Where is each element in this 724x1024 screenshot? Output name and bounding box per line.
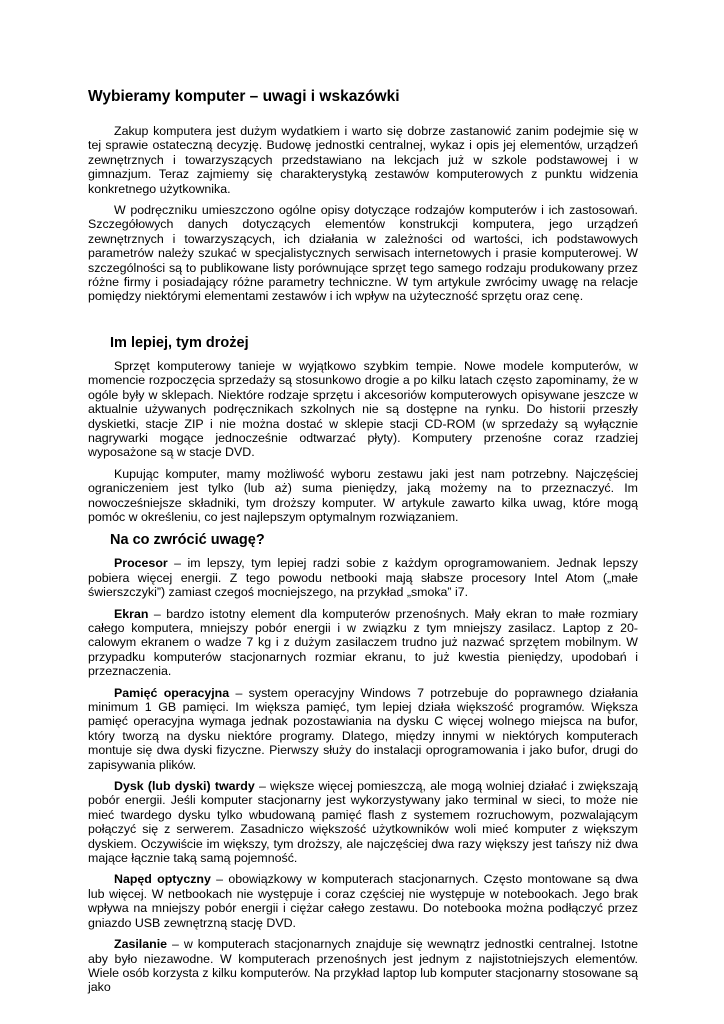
section-paragraph: Kupując komputer, mamy możliwość wyboru zestawu jaki jest nam potrzebny. Najczęściej ograniczeniem jest tylko (lub aż) suma pieniędzy, jaką możemy na to przeznaczyć. Im nowocześniejsze składniki, tym droższy komputer. W artykule zawarto kilka uwag, które mogą pomóc w określeniu, co jest najlepszym optymalnym rozwiązaniem. <box>88 466 638 524</box>
item-text: – im lepszy, tym lepiej radzi sobie z każdym oprogramowaniem. Jednak lepszy pobiera więcej energii. Z tego powodu netbooki mają słabsze procesory Intel Atom („małe świerszczyki”) zamiast czegoś mocniejszego, na przykład „smoka” i7. <box>88 556 638 600</box>
item-term: Dysk (lub dyski) twardy <box>114 779 255 794</box>
item-text: – system operacyjny Windows 7 potrzebuje do poprawnego działania minimum 1 GB pamięci. Im większa pamięć, tym lepiej działa większość programów. Większa pamięć operacyjna wymaga jednak pozostawiania na dysku C więcej wolnego miejsca na bufor, który tworzą na dysku niektóre programy. Dlatego, między innymi w niektórych komputerach montuje się dwa dyski fizyczne. Pierwszy służy do instalacji oprogramowania i jako bufor, drugi do zapisywania plików. <box>88 685 638 772</box>
item-text: – większe więcej pomieszczą, ale mogą wolniej działać i zwiększają pobór energii. Jeśli komputer stacjonarny jest wykorzystywany jako terminal w sieci, to może nie mieć twardego dysku tylko wbudowaną pamięć flash z systemem rozruchowym, pozwalającym połączyć się z serwerem. Zasadniczo większość użytkowników woli mieć komputer z większym dyskiem. Oczywiście im większy, tym droższy, ale najczęściej dwa razy większy jest tańszy niż dwa mające łącznie taką samą pojemność. <box>88 779 638 866</box>
item-term: Zasilanie <box>114 937 168 952</box>
item-term: Pamięć operacyjna <box>114 685 230 700</box>
component-item-processor <box>88 556 638 599</box>
item-term: Ekran <box>114 606 149 621</box>
component-item-screen <box>88 607 638 679</box>
intro-paragraph: W podręczniku umieszczono ogólne opisy dotyczące rodzajów komputerów i ich zastosowań. Szczegółowych danych dotyczących elementów konstrukcji komputera, jego urządzeń zewnętrznych i towarzyszących, ich działania w zależności od wartości, ich podstawowych parametrów należy szukać w specjalistycznych serwisach internetowych i prasie komputerowej. W szczególności są to publikowane listy porównujące sprzęt tego samego rodzaju produkowany przez różne firmy i posiadający różne parametry techniczne. W tym artykule zwrócimy uwagę na relacje pomiędzy niektórymi elementami zestawów i ich wpływ na użyteczność sprzętu oraz cenę. <box>88 203 638 304</box>
section-heading: Na co zwrócić uwagę? <box>110 532 265 549</box>
item-text: – obowiązkowy w komputerach stacjonarnych. Często montowane są dwa lub więcej. W netbookach nie występuje i coraz częściej nie występuje w notebookach. Jego brak wpływa na mniejszy pobór energii i ciężar całego zestawu. Do notebooka można podłączyć przez gniazdo USB zewnętrzną stację DVD. <box>88 872 638 930</box>
component-item-power <box>88 937 638 995</box>
item-term: Napęd optyczny <box>114 872 211 887</box>
section-heading: Im lepiej, tym drożej <box>110 334 249 351</box>
component-item-optical-drive <box>88 872 638 930</box>
component-item-memory <box>88 686 638 772</box>
section-paragraph: Sprzęt komputerowy tanieje w wyjątkowo szybkim tempie. Nowe modele komputerów, w momencie rozpoczęcia sprzedaży są stosunkowo drogie a po kilku latach często zapominamy, że w ogóle były w sklepach. Niektóre rodzaje sprzętu i akcesoriów komputerowych opisywane jeszcze w aktualnie używanych podręcznikach szkolnych nie są dostępne na rynku. Do historii przeszły dyskietki, stacje ZIP i nie można dostać w sklepie stacji CD-ROM (w sprzedaży są wyłącznie nagrywarki mogące jednocześnie odtwarzać płyty). Komputery przenośne coraz rzadziej wyposażone są w stacje DVD. <box>88 358 638 460</box>
item-term: Procesor <box>114 556 168 571</box>
item-text: – w komputerach stacjonarnych znajduje się wewnątrz jednostki centralnej. Istotne aby było niezawodne. W komputerach przenośnych jest jednym z najistotniejszych elementów. Wiele osób korzysta z kilku komputerów. Na przykład laptop lub komputer stacjonarny stosowane są jako <box>88 937 638 995</box>
intro-paragraph: Zakup komputera jest dużym wydatkiem i warto się dobrze zastanowić zanim podejmie się w tej sprawie ostateczną decyzję. Budowę jednostki centralnej, wykaz i opis jej elementów, urządzeń zewnętrznych i towarzyszących przedstawiano na lekcjach już w szkole podstawowej i w gimnazjum. Teraz zajmiemy się charakterystyką zestawów komputerowych z punktu widzenia konkretnego użytkownika. <box>88 124 638 196</box>
component-item-disk <box>88 779 638 865</box>
item-text: – bardzo istotny element dla komputerów przenośnych. Mały ekran to małe rozmiary całego komputera, mniejszy pobór energii i w związku z tym mniejszy zasilacz. Laptop z 20-calowym ekranem o wadze 7 kg i z dużym zasilaczem trudno już nazwać sprzętem mobilnym. W przypadku komputerów stacjonarnych rozmiar ekranu, to już kwestia pieniędzy, upodobań i przeznaczenia. <box>88 606 638 679</box>
document-title: Wybieramy komputer – uwagi i wskazówki <box>88 88 400 105</box>
